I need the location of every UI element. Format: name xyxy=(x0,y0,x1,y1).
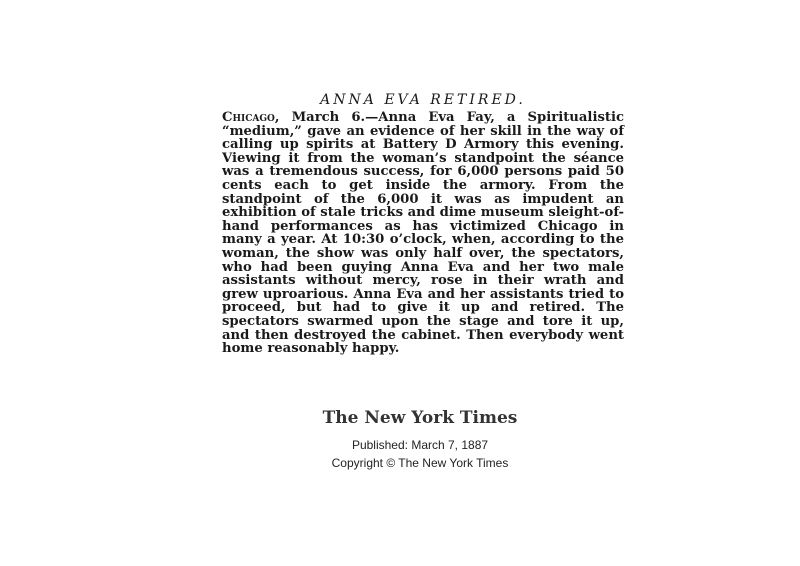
article-text: March 6.—Anna Eva Fay, a Spiritualistic “medium,” gave an evidence of her skill in the way of calling up spirits at Battery D Armory this evening. Viewing it from the woman’s standpoint the séance was a tremendous success, for 6,000 persons paid 50 cents each to get inside the armory. From the standpoint of the 6,000 it was as impudent an exhibition of stale tricks and dime museum sleight-of-hand performances as has victimized Chicago in many a year. At 10:30 o’clock, when, according to the woman, the show was only half over, the spectators, who had been guying Anna Eva and her two male assistants without mercy, rose in their wrath and grew uproarious. Anna Eva and her assistants tried to proceed, but had to give it up and retired. The spectators swarmed upon the stage and tore it up, and then destroyed the cabinet. Then everybody went home reasonably happy. xyxy=(222,110,625,357)
article-clipping xyxy=(222,92,624,356)
article-dateline: Chicago, xyxy=(222,110,280,125)
article-body xyxy=(222,111,624,356)
published-date: Published: March 7, 1887 xyxy=(351,438,489,452)
article-headline: ANNA EVA RETIRED. xyxy=(320,92,526,108)
nyt-logo: The New York Times xyxy=(322,408,518,428)
copyright-notice: Copyright © The New York Times xyxy=(331,456,509,470)
